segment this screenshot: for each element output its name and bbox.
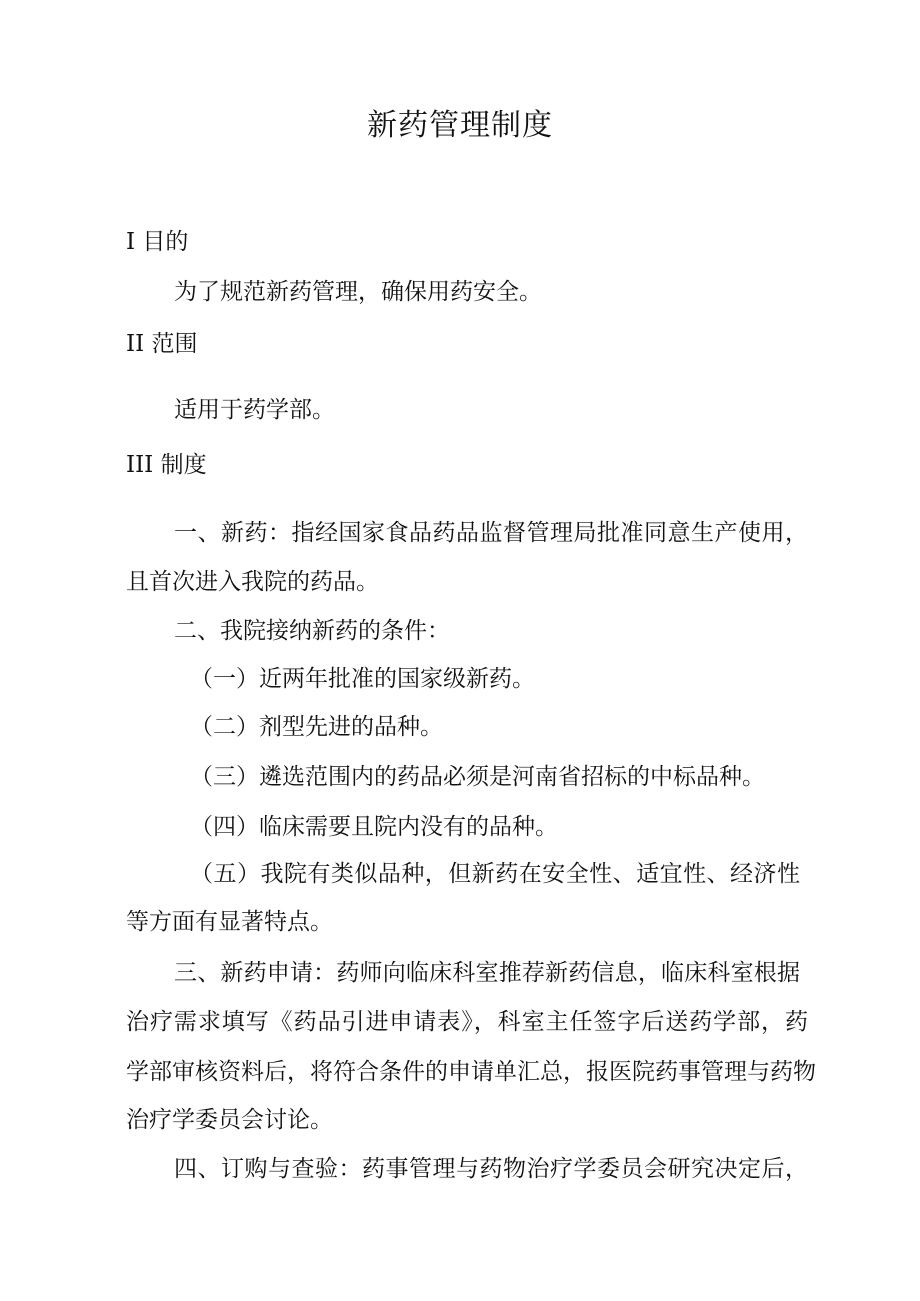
purpose-text: 为了规范新药管理，确保用药安全。 [174,279,542,305]
section-heading-policy: III 制度 [126,452,207,478]
section-heading-scope: II 范围 [126,331,198,357]
policy-item3-line4: 治疗学委员会讨论。 [126,1107,333,1133]
section-heading-purpose: I 目的 [126,229,189,255]
policy-sub3: （三）遴选范围内的药品必须是河南省招标的中标品种。 [190,764,765,790]
policy-item2: 二、我院接纳新药的条件： [174,618,450,644]
policy-item3-line1: 三、新药申请：药师向临床科室推荐新药信息，临床科室根据 [174,960,800,986]
policy-item3-line2: 治疗需求填写《药品引进申请表》，科室主任签字后送药学部，药 [126,1009,808,1035]
policy-item1-line2: 且首次进入我院的药品。 [126,569,379,595]
policy-sub5-line2: 等方面有显著特点。 [126,909,333,935]
policy-item3-line3: 学部审核资料后，将符合条件的申请单汇总，报医院药事管理与药物 [126,1059,816,1085]
policy-item1-line1: 一、新药：指经国家食品药品监督管理局批准同意生产使用， [174,520,808,546]
document-title: 新药管理制度 [367,108,553,143]
policy-sub5-line1: （五）我院有类似品种，但新药在安全性、适宜性、经济性 [190,861,800,887]
scope-text: 适用于药学部。 [174,397,335,423]
policy-item4-line1: 四、订购与查验：药事管理与药物治疗学委员会研究决定后， [174,1156,808,1182]
policy-sub2: （二）剂型先进的品种。 [190,714,443,740]
policy-sub4: （四）临床需要且院内没有的品种。 [190,814,558,840]
policy-sub1: （一）近两年批准的国家级新药。 [190,666,535,692]
